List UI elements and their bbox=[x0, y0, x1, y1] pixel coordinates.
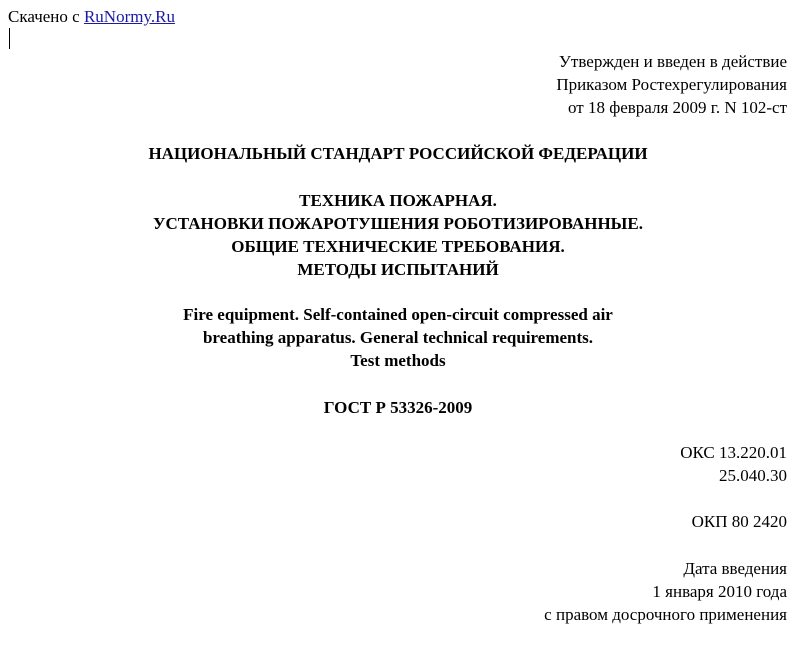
russian-title bbox=[0, 189, 794, 281]
national-standard-heading bbox=[0, 142, 794, 165]
russian-title-line: ТЕХНИКА ПОЖАРНАЯ. bbox=[299, 191, 497, 210]
gost-number-heading bbox=[0, 396, 794, 419]
approval-line: Приказом Ростехрегулирования bbox=[556, 75, 787, 94]
english-title-line: Fire equipment. Self-contained open-circuit compressed air bbox=[183, 305, 613, 324]
english-title-line: breathing apparatus. General technical requirements. bbox=[202, 328, 594, 347]
gost-number: ГОСТ Р 53326-2009 bbox=[323, 398, 473, 417]
approval-block bbox=[556, 50, 787, 119]
download-prefix: Скачено с bbox=[8, 7, 84, 26]
approval-line: от 18 февраля 2009 г. N 102-ст bbox=[567, 98, 787, 117]
approval-line: Утвержден и введен в действие bbox=[558, 52, 787, 71]
russian-title-line: ОБЩИЕ ТЕХНИЧЕСКИЕ ТРЕБОВАНИЯ. bbox=[231, 237, 565, 256]
runormy-link[interactable]: RuNormy.Ru bbox=[83, 7, 175, 26]
introduction-line: с правом досрочного применения bbox=[544, 605, 787, 624]
russian-title-line: МЕТОДЫ ИСПЫТАНИЙ bbox=[297, 260, 499, 279]
english-title-line: Test methods bbox=[350, 351, 446, 370]
okp-code: ОКП 80 2420 bbox=[691, 512, 787, 531]
national-standard-text: НАЦИОНАЛЬНЫЙ СТАНДАРТ РОССИЙСКОЙ ФЕДЕРАЦИИ bbox=[148, 144, 648, 163]
oks-line: 25.040.30 bbox=[719, 466, 787, 485]
okp-block bbox=[692, 510, 787, 533]
download-source-line bbox=[8, 5, 175, 28]
oks-block bbox=[680, 441, 787, 487]
russian-title-line: УСТАНОВКИ ПОЖАРОТУШЕНИЯ РОБОТИЗИРОВАННЫЕ. bbox=[153, 214, 643, 233]
introduction-line: Дата введения bbox=[683, 559, 787, 578]
text-cursor bbox=[9, 28, 10, 49]
introduction-date-block bbox=[544, 557, 787, 626]
english-title bbox=[0, 303, 794, 372]
introduction-line: 1 января 2010 года bbox=[652, 582, 787, 601]
oks-line: ОКС 13.220.01 bbox=[680, 443, 787, 462]
